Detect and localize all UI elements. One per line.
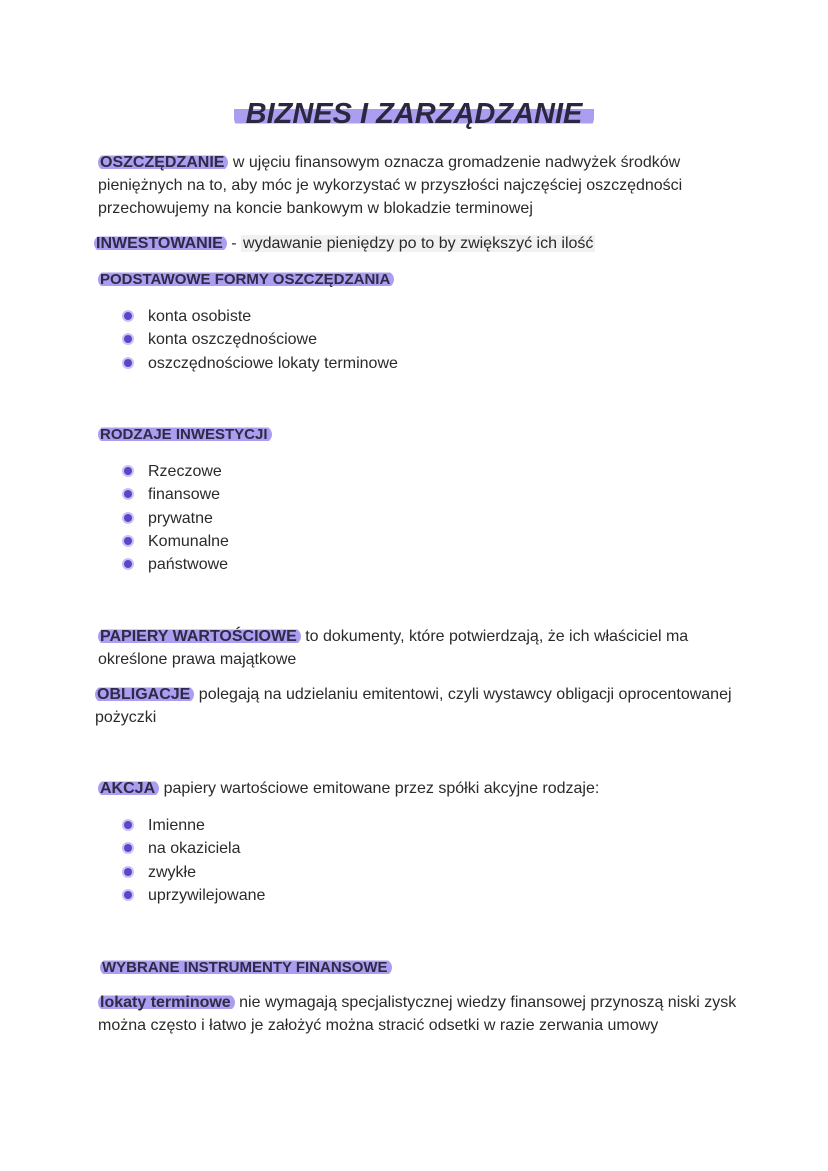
term-highlight: lokaty terminowe	[98, 994, 235, 1011]
list-item: zwykłe	[120, 861, 265, 884]
list-item: Rzeczowe	[120, 460, 229, 483]
term-highlight: PAPIERY WARTOŚCIOWE	[98, 628, 301, 645]
paragraph-obligacje: OBLIGACJE polegają na udzielaniu emitentowi, czyli wystawcy obligacji oprocentowanej pożyczki	[95, 686, 732, 726]
list-item: na okaziciela	[120, 837, 265, 860]
bullet-list	[120, 814, 265, 907]
list-item: państwowe	[120, 553, 229, 576]
term-highlight: AKCJA	[98, 780, 159, 797]
paragraph-akcja: AKCJA papiery wartościowe emitowane przez spółki akcyjne rodzaje:	[100, 780, 600, 797]
paragraph-lokaty: lokaty terminowe nie wymagają specjalistycznej wiedzy finansowej przynoszą niski zysk można często i łatwo je założyć można stracić odsetki w razie zerwania umowy	[98, 994, 737, 1034]
term-highlight: INWESTOWANIE	[94, 235, 227, 252]
paragraph-inwestowanie: INWESTOWANIE - wydawanie pieniędzy po to by zwiększyć ich ilość	[96, 235, 594, 252]
list-item: konta oszczędnościowe	[120, 328, 398, 351]
list-item: uprzywilejowane	[120, 884, 265, 907]
list-item: finansowe	[120, 483, 229, 506]
bullet-list	[120, 460, 229, 576]
list-item: oszczędnościowe lokaty terminowe	[120, 352, 398, 375]
section-heading: PODSTAWOWE FORMY OSZCZĘDZANIA	[98, 268, 738, 291]
list-item: Imienne	[120, 814, 265, 837]
page-title: BIZNES I ZARZĄDZANIE	[0, 98, 828, 131]
paragraph-papiery: PAPIERY WARTOŚCIOWE to dokumenty, które potwierdzają, że ich właściciel ma określone prawa majątkowe	[98, 628, 689, 668]
bullet-list	[120, 305, 398, 375]
list-item: Komunalne	[120, 530, 229, 553]
list-item: konta osobiste	[120, 305, 398, 328]
term-highlight: OBLIGACJE	[95, 686, 194, 703]
list-item: prywatne	[120, 507, 229, 530]
term-highlight: OSZCZĘDZANIE	[98, 154, 228, 171]
paragraph-oszczedzanie: OSZCZĘDZANIE w ujęciu finansowym oznacza gromadzenie nadwyżek środków pieniężnych na to, aby móc je wykorzystać w przyszłości najczęściej oszczędności przechowujemy na koncie bankowym w blokadzie terminowej	[98, 154, 683, 217]
section-heading: WYBRANE INSTRUMENTY FINANSOWE	[100, 956, 740, 979]
section-heading: RODZAJE INWESTYCJI	[98, 423, 738, 446]
